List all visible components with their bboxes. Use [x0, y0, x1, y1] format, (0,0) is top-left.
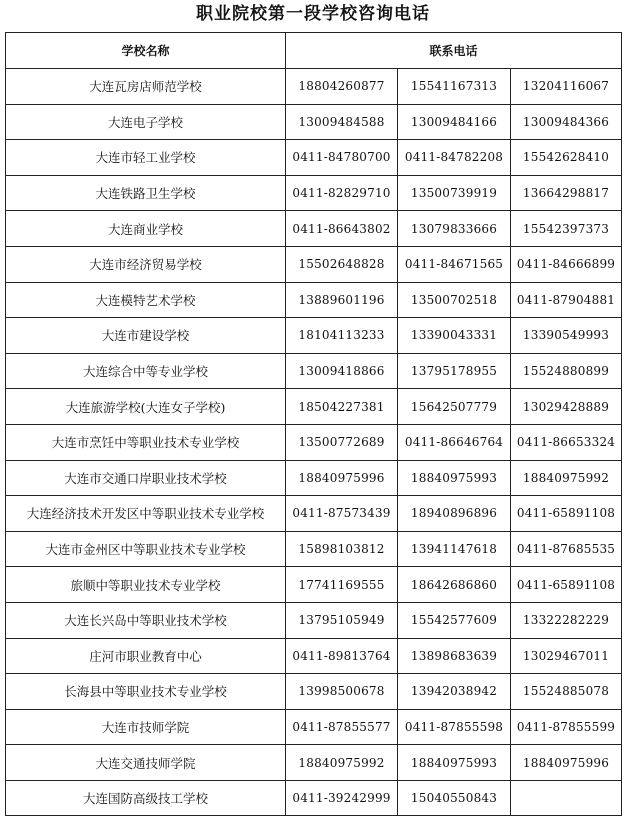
school-name-cell: 大连综合中等专业学校 — [6, 353, 286, 389]
school-phone-table — [5, 32, 622, 816]
phone-cell: 18840975992 — [511, 460, 622, 496]
phone-cell: 18840975996 — [511, 745, 622, 781]
phone-cell: 18642686860 — [398, 567, 511, 603]
table-body — [6, 69, 622, 816]
table-row — [6, 780, 622, 816]
phone-cell: 0411-87573439 — [286, 496, 398, 532]
phone-cell: 18504227381 — [286, 389, 398, 425]
phone-cell: 13664298817 — [511, 175, 622, 211]
phone-cell: 0411-65891108 — [511, 496, 622, 532]
school-name-cell: 大连经济技术开发区中等职业技术专业学校 — [6, 496, 286, 532]
phone-cell: 13998500678 — [286, 674, 398, 710]
school-name-cell: 大连市交通口岸职业技术学校 — [6, 460, 286, 496]
table-row — [6, 424, 622, 460]
table-row — [6, 353, 622, 389]
phone-cell: 15642507779 — [398, 389, 511, 425]
school-name-cell: 大连长兴岛中等职业技术学校 — [6, 602, 286, 638]
phone-cell: 0411-86643802 — [286, 211, 398, 247]
table-row — [6, 638, 622, 674]
school-name-cell: 大连市烹饪中等职业技术专业学校 — [6, 424, 286, 460]
table-row — [6, 389, 622, 425]
phone-cell: 0411-87904881 — [511, 282, 622, 318]
header-contact-phone: 联系电话 — [286, 33, 622, 69]
phone-cell: 15541167313 — [398, 69, 511, 105]
school-name-cell: 大连市轻工业学校 — [6, 140, 286, 176]
phone-cell: 13009484366 — [511, 104, 622, 140]
phone-cell: 18840975992 — [286, 745, 398, 781]
phone-cell: 13390043331 — [398, 318, 511, 354]
phone-cell: 15040550843 — [398, 780, 511, 816]
phone-cell: 0411-89813764 — [286, 638, 398, 674]
table-row — [6, 674, 622, 710]
phone-cell: 13079833666 — [398, 211, 511, 247]
phone-cell: 18840975993 — [398, 745, 511, 781]
phone-cell: 0411-87855577 — [286, 709, 398, 745]
phone-cell: 13009484588 — [286, 104, 398, 140]
school-name-cell: 大连市经济贸易学校 — [6, 246, 286, 282]
table-row — [6, 246, 622, 282]
school-name-cell: 长海县中等职业技术专业学校 — [6, 674, 286, 710]
table-row — [6, 282, 622, 318]
school-name-cell: 大连市建设学校 — [6, 318, 286, 354]
phone-cell: 13795105949 — [286, 602, 398, 638]
school-name-cell: 大连旅游学校(大连女子学校) — [6, 389, 286, 425]
page-title: 职业院校第一段学校咨询电话 — [196, 4, 430, 24]
school-name-cell: 旅顺中等职业技术专业学校 — [6, 567, 286, 603]
phone-cell: 18804260877 — [286, 69, 398, 105]
phone-cell: 13941147618 — [398, 531, 511, 567]
school-name-cell: 大连瓦房店师范学校 — [6, 69, 286, 105]
table-header-row — [6, 33, 622, 69]
phone-cell: 13500702518 — [398, 282, 511, 318]
phone-cell: 15542577609 — [398, 602, 511, 638]
table-row — [6, 602, 622, 638]
table-row — [6, 531, 622, 567]
phone-cell: 13204116067 — [511, 69, 622, 105]
table-row — [6, 318, 622, 354]
phone-cell: 18840975993 — [398, 460, 511, 496]
phone-cell: 15898103812 — [286, 531, 398, 567]
table-row — [6, 140, 622, 176]
phone-cell: 13322282229 — [511, 602, 622, 638]
table-row — [6, 211, 622, 247]
table-row — [6, 175, 622, 211]
phone-cell: 0411-39242999 — [286, 780, 398, 816]
phone-cell: 13889601196 — [286, 282, 398, 318]
phone-cell: 18840975996 — [286, 460, 398, 496]
phone-cell: 15542628410 — [511, 140, 622, 176]
phone-cell: 17741169555 — [286, 567, 398, 603]
table-row — [6, 709, 622, 745]
school-name-cell: 大连商业学校 — [6, 211, 286, 247]
phone-cell: 13009484166 — [398, 104, 511, 140]
phone-cell: 13942038942 — [398, 674, 511, 710]
phone-cell: 15542397373 — [511, 211, 622, 247]
table-row — [6, 496, 622, 532]
school-name-cell: 大连国防高级技工学校 — [6, 780, 286, 816]
phone-cell: 18104113233 — [286, 318, 398, 354]
phone-cell — [511, 780, 622, 816]
phone-cell: 0411-84780700 — [286, 140, 398, 176]
school-name-cell: 大连铁路卫生学校 — [6, 175, 286, 211]
phone-cell: 0411-87685535 — [511, 531, 622, 567]
school-name-cell: 大连市技师学院 — [6, 709, 286, 745]
phone-cell: 0411-87855598 — [398, 709, 511, 745]
phone-cell: 13500772689 — [286, 424, 398, 460]
phone-cell: 0411-84782208 — [398, 140, 511, 176]
phone-cell: 0411-84671565 — [398, 246, 511, 282]
phone-cell: 15524880899 — [511, 353, 622, 389]
school-name-cell: 庄河市职业教育中心 — [6, 638, 286, 674]
table-row — [6, 460, 622, 496]
phone-cell: 13009418866 — [286, 353, 398, 389]
school-name-cell: 大连市金州区中等职业技术专业学校 — [6, 531, 286, 567]
phone-cell: 13029428889 — [511, 389, 622, 425]
phone-cell: 0411-86653324 — [511, 424, 622, 460]
header-school-name: 学校名称 — [6, 33, 286, 69]
school-name-cell: 大连交通技师学院 — [6, 745, 286, 781]
phone-cell: 0411-82829710 — [286, 175, 398, 211]
phone-cell: 0411-87855599 — [511, 709, 622, 745]
phone-cell: 13795178955 — [398, 353, 511, 389]
table-row — [6, 567, 622, 603]
school-name-cell: 大连模特艺术学校 — [6, 282, 286, 318]
phone-cell: 18940896896 — [398, 496, 511, 532]
phone-cell: 15502648828 — [286, 246, 398, 282]
phone-cell: 0411-65891108 — [511, 567, 622, 603]
table-row — [6, 69, 622, 105]
phone-cell: 15524885078 — [511, 674, 622, 710]
phone-cell: 0411-86646764 — [398, 424, 511, 460]
table-row — [6, 745, 622, 781]
phone-cell: 13390549993 — [511, 318, 622, 354]
phone-cell: 0411-84666899 — [511, 246, 622, 282]
phone-cell: 13500739919 — [398, 175, 511, 211]
phone-cell: 13898683639 — [398, 638, 511, 674]
school-name-cell: 大连电子学校 — [6, 104, 286, 140]
table-row — [6, 104, 622, 140]
phone-cell: 13029467011 — [511, 638, 622, 674]
